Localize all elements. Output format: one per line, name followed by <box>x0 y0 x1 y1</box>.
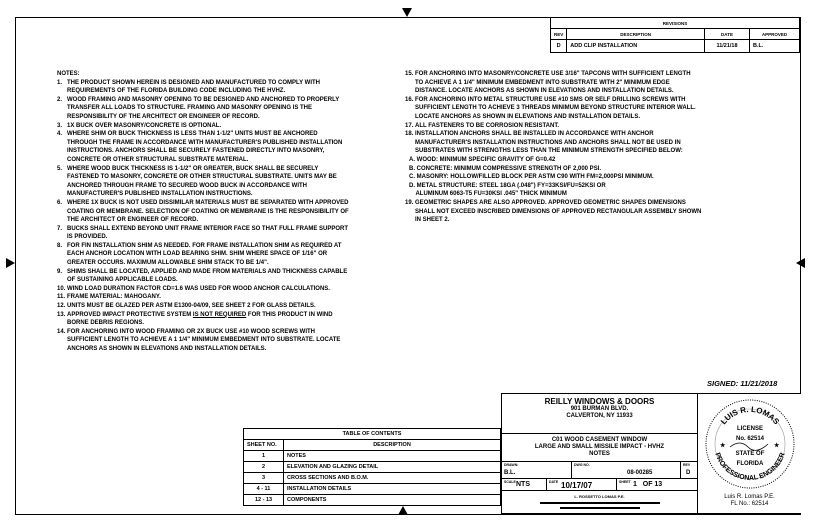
note-line <box>57 259 349 268</box>
note-text: DISTANCE. LOCATE ANCHORS AS SHOWN IN ELEVATIONS AND INSTALLATION DETAILS. <box>415 88 674 95</box>
note-number: 14. <box>57 328 66 335</box>
note-line <box>57 225 349 234</box>
arrow-left-icon <box>6 258 15 268</box>
date-header: DATE <box>705 29 750 40</box>
note-text: SHIMS SHALL BE LOCATED, APPLIED AND MADE FROM MATERIALS AND THICKNESS CAPABLE <box>67 268 348 275</box>
note-line <box>57 285 349 294</box>
note-line <box>405 130 701 139</box>
note-line <box>57 139 349 148</box>
note-text: RESPONSIBILITY OF THE ARCHITECT OR ENGINEER OF RECORD. <box>67 113 260 120</box>
note-number: 16. <box>405 96 414 103</box>
engineer-stamp-box <box>697 393 801 514</box>
arrow-bottom-icon <box>398 506 408 515</box>
sheet-label: SHEET <box>619 480 631 484</box>
arrow-top-icon <box>402 8 412 17</box>
approved-header: APPROVED <box>750 29 800 40</box>
note-text-emphasis: APPROVED IMPACT PROTECTIVE SYSTEM IS NOT REQUIRED FOR THIS PRODUCT IN WIND <box>67 311 333 318</box>
toc-row <box>244 462 501 473</box>
scale-value: NTS <box>516 481 530 488</box>
note-line <box>405 79 701 88</box>
notes-right-column <box>405 70 701 225</box>
star-icon: ★ <box>720 443 726 449</box>
note-text: GEOMETRIC SHAPES ARE ALSO APPROVED. APPROVED GEOMETRIC SHAPES DIMENSIONS <box>415 199 686 206</box>
note-text: BUCKS SHALL EXTEND BEYOND UNIT FRAME INTERIOR FACE SO THAT FULL FRAME SUPPORT <box>67 225 349 232</box>
note-text: THROUGH THE FRAME IN ACCORDANCE WITH MANUFACTURER'S PUBLISHED INSTALLATION <box>67 139 343 146</box>
note-number: 13. <box>57 311 66 318</box>
note-text: FRAME MATERIAL: MAHOGANY. <box>67 294 161 301</box>
note-text: WHERE SHIM OR BUCK THICKNESS IS LESS THAN 1-1/2" UNITS MUST BE ANCHORED <box>67 131 318 138</box>
note-number: 7. <box>57 225 63 232</box>
note-subitem: A. WOOD: MINIMUM SPECIFIC GRAVITY OF G=0.42 <box>409 156 556 163</box>
note-subitem: C. MASONRY: HOLLOW/FILLED BLOCK PER ASTM C90 WITH FM=2,000PSI MINIMUM. <box>409 174 654 181</box>
note-number: 11. <box>57 294 66 301</box>
sheet-total: OF 13 <box>642 481 663 488</box>
seal-pe: PROFESSIONAL ENGINEER <box>713 451 787 483</box>
drawn-by: B.L. <box>504 470 516 476</box>
company-address-2: CALVERTON, NY 11933 <box>566 413 633 419</box>
toc-row <box>244 473 501 484</box>
drawing-title-1: C01 WOOD CASEMENT WINDOW <box>551 437 648 443</box>
note-line <box>57 216 349 225</box>
note-line <box>57 147 349 156</box>
note-text: CONCRETE OR OTHER STRUCTURAL SUBSTRATE MATERIAL. <box>67 156 249 163</box>
date-label: DATE <box>549 480 559 484</box>
note-line <box>57 276 349 285</box>
toc-header-description: DESCRIPTION <box>284 440 501 451</box>
toc-row <box>244 451 501 462</box>
note-line <box>57 122 349 131</box>
revision-rev: D <box>551 40 567 53</box>
note-line <box>57 190 349 199</box>
note-line <box>405 70 701 79</box>
note-number: 2. <box>57 96 63 103</box>
note-line <box>405 216 701 225</box>
note-line <box>405 147 701 156</box>
rev-header: REV <box>551 29 567 40</box>
note-line <box>57 319 349 328</box>
note-line <box>57 173 349 182</box>
toc-description: ELEVATION AND GLAZING DETAIL <box>284 462 501 473</box>
revisions-title: REVISIONS <box>551 18 800 29</box>
note-text: FOR ANCHORING INTO MASONRY/CONCRETE USE 3/16" TAPCONS WITH SUFFICIENT LENGTH <box>415 71 691 77</box>
note-line <box>57 199 349 208</box>
sheet-value: 1 <box>633 481 637 488</box>
description-header: DESCRIPTION <box>567 29 705 40</box>
note-number: 10. <box>57 285 66 292</box>
seal-number: No. 62514 <box>735 436 765 442</box>
note-subitem: B. CONCRETE: MINIMUM COMPRESSIVE STRENGTH OF 2,000 PSI. <box>409 165 602 172</box>
drawing-info-row <box>502 462 697 479</box>
engineer-contact-line <box>560 507 640 509</box>
note-number: 9. <box>57 268 63 275</box>
note-text: SUBSTRATES WITH STRENGTHS LESS THAN THE MINIMUM STRENGTH SPECIFIED BELOW: <box>415 148 683 155</box>
toc-sheet-no: 2 <box>244 462 284 473</box>
note-number: 18. <box>405 131 414 138</box>
note-line <box>57 293 349 302</box>
drawing-title-2: LARGE AND SMALL MISSILE IMPACT - HVHZ <box>534 444 665 450</box>
arrow-right-icon <box>796 258 805 268</box>
dwg-no: 08-00285 <box>627 470 653 476</box>
company-address-1: 901 BURMAN BLVD. <box>570 406 629 412</box>
note-line <box>405 87 701 96</box>
note-number: 4. <box>57 131 63 138</box>
revision-approved: B.L. <box>750 40 800 53</box>
seal-florida: FLORIDA <box>736 461 764 467</box>
note-text: IN SHEET 2. <box>415 217 450 224</box>
note-line <box>57 250 349 259</box>
note-line <box>57 233 349 242</box>
note-text: SHALL NOT EXCEED INSCRIBED DIMENSIONS OF APPROVED RECTANGULAR ASSEMBLY SHOWN <box>415 208 702 215</box>
note-text: LOCATE ANCHORS AS SHOWN IN ELEVATIONS AND INSTALLATION DETAILS. <box>415 113 640 120</box>
note-text: SUFFICIENT LENGTH TO ACHIEVE 3 THREADS MINIMUM BEYOND STRUCTURE INTERIOR WALL. <box>415 105 696 112</box>
note-text: REQUIREMENTS OF THE FLORIDA BUILDING CODE INCLUDING THE HVHZ. <box>67 88 286 95</box>
toc-description: NOTES <box>284 451 501 462</box>
revision-description: ADD CLIP INSTALLATION <box>567 40 705 53</box>
note-number: 19. <box>405 199 414 206</box>
engineer-address-line <box>540 502 660 504</box>
note-number: 17. <box>405 122 414 129</box>
toc-sheet-no: 1 <box>244 451 284 462</box>
note-line <box>57 87 349 96</box>
table-of-contents <box>243 428 501 506</box>
note-text: FOR ANCHORING INTO METAL STRUCTURE USE #10 SMS OR SELF DRILLING SCREWS WITH <box>415 96 686 103</box>
seal-state: STATE OF <box>735 451 765 457</box>
note-line <box>405 139 701 148</box>
date-value: 10/17/07 <box>561 481 593 490</box>
note-number: 6. <box>57 199 63 206</box>
note-line <box>57 165 349 174</box>
note-line <box>57 336 349 345</box>
company-name: REILLY WINDOWS & DOORS <box>544 397 655 406</box>
note-text: THE ARCHITECT OR ENGINEER OF RECORD. <box>67 217 199 224</box>
seal-name: LUIS R. LOMAS <box>718 404 782 427</box>
note-line <box>57 182 349 191</box>
revision-date: 11/21/18 <box>705 40 750 53</box>
note-text: GREATER OCCURS. MAXIMUM ALLOWABLE SHIM STACK TO BE 1/4". <box>67 260 269 267</box>
note-text: IS PROVIDED. <box>67 234 108 241</box>
svg-text:LUIS R. LOMAS <box>719 405 782 427</box>
note-text: WHERE 1X BUCK IS NOT USED DISSIMILAR MATERIALS MUST BE SEPARATED WITH APPROVED <box>67 199 349 206</box>
note-line <box>57 311 349 320</box>
note-number: 5. <box>57 165 63 172</box>
seal-license: LICENSE <box>736 426 764 432</box>
rev-label: REV <box>683 463 691 467</box>
note-line <box>57 242 349 251</box>
note-line <box>57 302 349 311</box>
toc-title: TABLE OF CONTENTS <box>244 429 501 440</box>
note-text: BORNE DEBRIS REGIONS. <box>67 320 145 327</box>
note-line <box>57 104 349 113</box>
note-text: WIND LOAD DURATION FACTOR CD=1.6 WAS USED FOR WOOD ANCHOR CALCULATIONS. <box>67 285 330 292</box>
note-text: 1X BUCK OVER MASONRY/CONCRETE IS OPTIONAL. <box>67 122 222 129</box>
toc-row <box>244 484 501 495</box>
rev-value: D <box>686 470 691 476</box>
note-line <box>57 328 349 337</box>
drawn-label: DRAWN: <box>504 463 519 467</box>
note-line <box>57 113 349 122</box>
note-text: TRANSFER ALL LOADS TO STRUCTURE. FRAMING AND MASONRY OPENING IS THE <box>67 105 313 112</box>
notes-left-column <box>57 70 349 354</box>
engineer-seal-icon <box>700 397 800 493</box>
note-text: COATING OR MEMBRANE. SELECTION OF COATING OR MEMBRANE IS THE RESPONSIBILITY OF <box>67 208 349 215</box>
toc-sheet-no: 3 <box>244 473 284 484</box>
drawing-title-3: NOTES <box>589 451 610 457</box>
note-text: ALL FASTENERS TO BE CORROSION RESISTANT. <box>415 122 560 129</box>
dwg-no-label: DWG NO. <box>574 463 590 467</box>
note-text: ANCHORED THROUGH FRAME TO SECURED WOOD BUCK IN ACCORDANCE WITH <box>67 182 307 189</box>
stamp-license-number: FL No.: 62514 <box>730 501 769 507</box>
note-text: TO ACHIEVE A 1 1/4" MINIMUM EMBEDMENT INTO SUBSTRATE WITH 2" MINIMUM EDGE <box>415 79 670 86</box>
note-text: MANUFACTURER'S PUBLISHED INSTALLATION INSTRUCTIONS. <box>67 191 253 198</box>
note-line <box>57 96 349 105</box>
scale-date-row <box>502 479 697 491</box>
note-line <box>405 122 701 131</box>
toc-description: INSTALLATION DETAILS <box>284 484 501 495</box>
note-line <box>405 96 701 105</box>
stamp-engineer-name: Luis R. Lomas P.E. <box>724 494 775 500</box>
note-text: INSTALLATION ANCHORS SHALL BE INSTALLED IN ACCORDANCE WITH ANCHOR <box>415 131 654 138</box>
note-line <box>405 199 701 208</box>
note-number: 8. <box>57 242 63 249</box>
note-line <box>405 113 701 122</box>
note-number: 1. <box>57 79 63 86</box>
note-line <box>57 268 349 277</box>
notes-title: NOTES: <box>57 71 80 77</box>
note-text: MANUFACTURER'S INSTALLATION INSTRUCTIONS AND ANCHORS SHALL NOT BE USED IN <box>415 139 681 146</box>
note-line <box>57 156 349 165</box>
signature-icon <box>730 443 768 450</box>
toc-sheet-no: 4 - 11 <box>244 484 284 495</box>
note-text: WHERE WOOD BUCK THICKNESS IS 1-1/2" OR GREATER, BUCK SHALL BE SECURELY <box>67 165 319 172</box>
note-text: ANCHORS AS SHOWN IN ELEVATIONS AND INSTALLATION DETAILS. <box>67 346 267 352</box>
signed-date: SIGNED: 11/21/2018 <box>707 379 778 388</box>
note-number: 12. <box>57 303 66 310</box>
note-line <box>57 79 349 88</box>
note-text: SUFFICIENT LENGTH TO ACHIEVE A 1 1/4" MINIMUM EMBEDMENT INTO SUBSTRATE. LOCATE <box>67 337 341 344</box>
scale-label: SCALE <box>504 480 516 484</box>
company-section <box>502 394 697 434</box>
toc-description: COMPONENTS <box>284 495 501 506</box>
note-subitem: D. METAL STRUCTURE: STEEL 18GA (.048") FY=33KSI/FU=52KSI OR <box>409 182 606 189</box>
engineer-section <box>502 491 697 509</box>
note-number: 3. <box>57 122 63 129</box>
toc-sheet-no: 12 - 13 <box>244 495 284 506</box>
note-line <box>405 104 701 113</box>
note-line <box>57 130 349 139</box>
note-text: THE PRODUCT SHOWN HEREIN IS DESIGNED AND MANUFACTURED TO COMPLY WITH <box>67 79 321 86</box>
note-text: OF SUSTAINING APPLICABLE LOADS. <box>67 277 178 284</box>
note-line <box>405 208 701 217</box>
star-icon: ★ <box>774 443 780 449</box>
drawing-title-section <box>502 434 697 462</box>
note-text: FASTENED TO MASONRY, CONCRETE OR OTHER STRUCTURAL SUBSTRATE. UNITS MAY BE <box>67 174 337 181</box>
note-subitem: ALUMINUM 6063-T5 FU=30KSI .045" THICK MINIMUM <box>409 191 567 198</box>
note-line <box>57 208 349 217</box>
title-block <box>501 393 698 514</box>
note-line <box>57 345 349 354</box>
toc-row <box>244 495 501 506</box>
note-text: UNITS MUST BE GLAZED PER ASTM E1300-04/09, SEE SHEET 2 FOR GLASS DETAILS. <box>67 303 316 310</box>
note-text: INSTRUCTIONS. ANCHORS SHALL BE SECURELY FASTENED DIRECTLY INTO MASONRY, <box>67 148 325 155</box>
note-text: FOR ANCHORING INTO WOOD FRAMING OR 2X BUCK USE #10 WOOD SCREWS WITH <box>67 328 316 335</box>
toc-description: CROSS SECTIONS AND B.O.M. <box>284 473 501 484</box>
note-text: WOOD FRAMING AND MASONRY OPENING TO BE DESIGNED AND ANCHORED TO PROPERLY <box>67 96 340 103</box>
toc-header-sheet: SHEET NO. <box>244 440 284 451</box>
note-text: FOR FIN INSTALLATION SHIM AS NEEDED. FOR FRAME INSTALLATION SHIM AS REQUIRED AT <box>67 242 342 249</box>
revisions-table <box>550 17 800 53</box>
engineer-name: L. ROSSETTO LOMAS P.E. <box>574 494 625 499</box>
note-number: 15. <box>405 71 414 77</box>
note-text: EACH ANCHOR LOCATION WITH LOAD BEARING SHIM. SHIM WHERE SPACE OF 1/16" OR <box>67 251 328 258</box>
